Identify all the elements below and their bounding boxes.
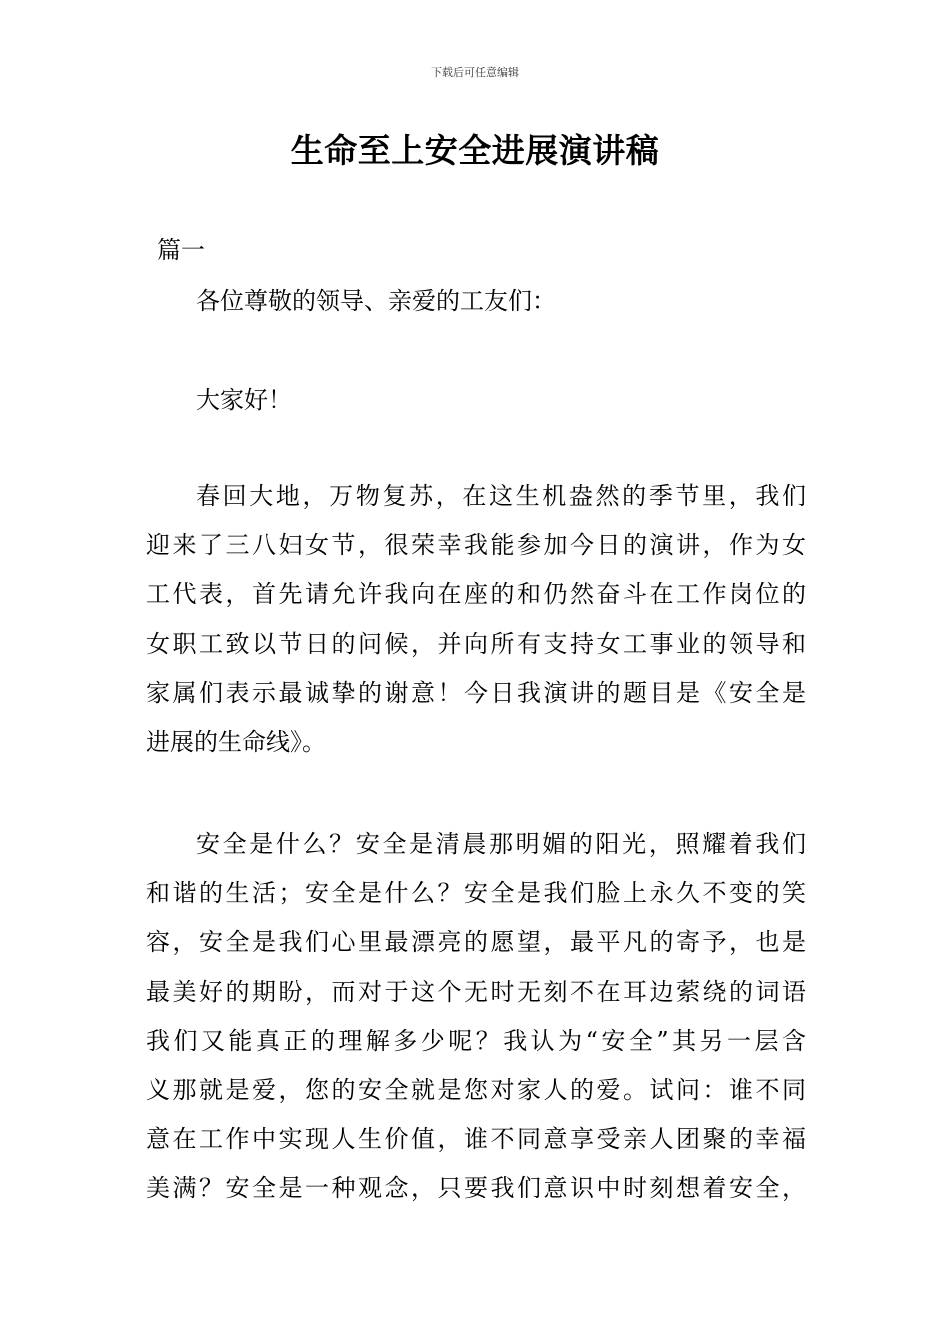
paragraph-line: 工代表，首先请允许我向在座的和仍然奋斗在工作岗位的 [146, 580, 806, 609]
paragraph-line: 美满？安全是一种观念，只要我们意识中时刻想着安全， [146, 1174, 806, 1203]
paragraph-line: 迎来了三八妇女节，很荣幸我能参加今日的演讲，作为女 [146, 531, 806, 560]
document-title: 生命至上安全进展演讲稿 [290, 131, 660, 170]
paragraph-line: 意在工作中实现人生价值，谁不同意享受亲人团聚的幸福 [146, 1125, 806, 1154]
paragraph-line: 和谐的生活；安全是什么？安全是我们脸上永久不变的笑 [146, 879, 806, 908]
salutation: 各位尊敬的领导、亲爱的工友们： [196, 287, 556, 315]
header-note: 下载后可任意编辑 [431, 66, 519, 79]
paragraph-line: 春回大地，万物复苏，在这生机盎然的季节里，我们 [196, 482, 806, 510]
paragraph-2 [146, 820, 806, 1214]
greeting: 大家好！ [196, 386, 292, 414]
paragraph-line: 我们又能真正的理解多少呢？我认为“安全”其另一层含 [146, 1026, 806, 1055]
paragraph-line: 安全是什么？安全是清晨那明媚的阳光，照耀着我们 [196, 830, 806, 858]
paragraph-1 [146, 472, 806, 767]
paragraph-line: 义那就是爱，您的安全就是您对家人的爱。试问：谁不同 [146, 1075, 806, 1104]
paragraph-line: 家属们表示最诚挚的谢意！今日我演讲的题目是《安全是 [146, 678, 806, 707]
paragraph-line: 女职工致以节日的问候，并向所有支持女工事业的领导和 [146, 629, 806, 658]
paragraph-line: 最美好的期盼，而对于这个无时无刻不在耳边萦绕的词语 [146, 977, 806, 1006]
paragraph-line: 进展的生命线》。 [146, 727, 326, 756]
section-label: 篇一 [157, 236, 205, 264]
paragraph-line: 容，安全是我们心里最漂亮的愿望，最平凡的寄予，也是 [146, 928, 806, 957]
